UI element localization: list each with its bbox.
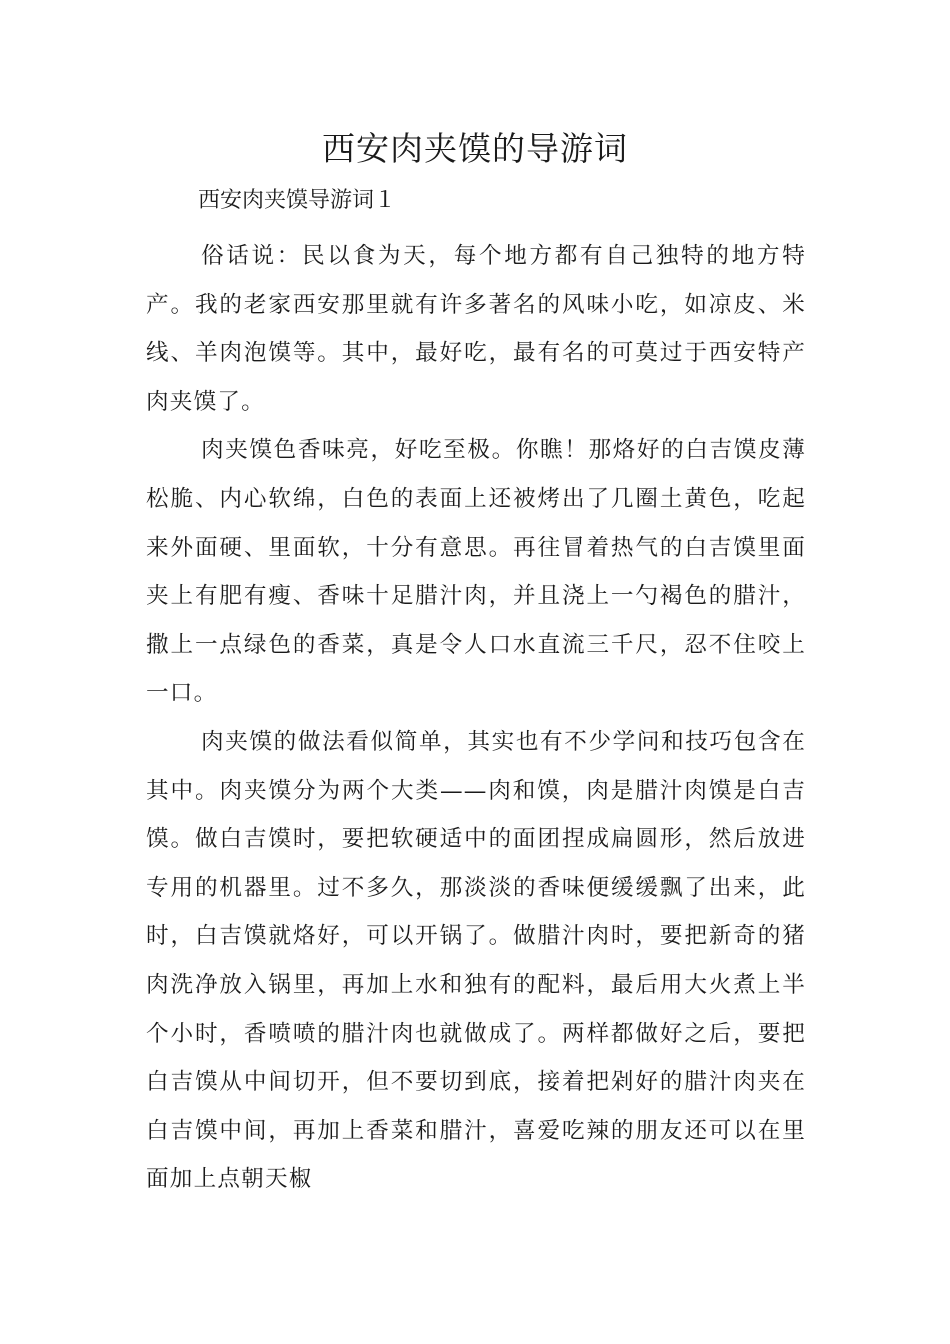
document-title: 西安肉夹馍的导游词 [322, 129, 628, 168]
section-heading: 西安肉夹馍导游词１ [198, 188, 397, 213]
paragraph-intro: 俗话说：民以食为天，每个地方都有自己独特的地方特产。我的老家西安那里就有许多著名的风味小吃，如凉皮、米线、羊肉泡馍等。其中，最好吃，最有名的可莫过于西安特产肉夹馍了。 [146, 243, 806, 415]
document-body [146, 181, 806, 1204]
paragraph-description: 肉夹馍色香味亮，好吃至极。你瞧！那烙好的白吉馍皮薄松脆、内心软绵，白色的表面上还被烤出了几圈土黄色，吃起来外面硬、里面软，十分有意思。再往冒着热气的白吉馍里面夹上有肥有瘦、香味十足腊汁肉，并且浇上一勺褐色的腊汁，撒上一点绿色的香菜，真是令人口水直流三千尺，忍不住咬上一口。 [146, 437, 806, 707]
paragraph-method: 肉夹馍的做法看似简单，其实也有不少学问和技巧包含在其中。肉夹馍分为两个大类——肉和馍，肉是腊汁肉馍是白吉馍。做白吉馍时，要把软硬适中的面团捏成扁圆形，然后放进专用的机器里。过不多久，那淡淡的香味便缓缓飘了出来，此时，白吉馍就烙好，可以开锅了。做腊汁肉时，要把新奇的猪肉洗净放入锅里，再加上水和独有的配料，最后用大火煮上半个小时，香喷喷的腊汁肉也就做成了。两样都做好之后，要把白吉馍从中间切开，但不要切到底，接着把剁好的腊汁肉夹在白吉馍中间，再加上香菜和腊汁，喜爱吃辣的朋友还可以在里面加上点朝天椒 [146, 728, 806, 1193]
